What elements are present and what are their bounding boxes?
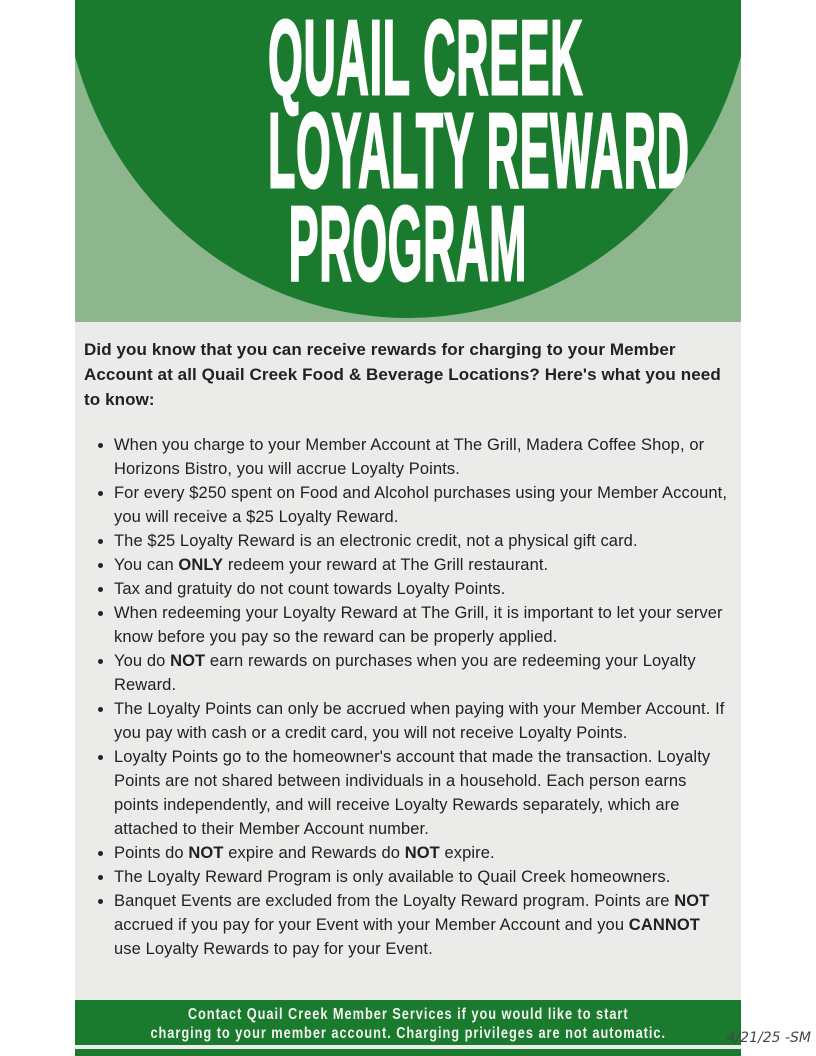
list-item: • The Loyalty Reward Program is only available to Quail Creek homeowners. <box>114 865 729 889</box>
title-line-2: LOYALTY REWARD <box>268 92 690 210</box>
intro-paragraph: Did you know that you can receive rewards for charging to your Member Account at all Quail Creek Food & Beverage Locations? Here's what you need to know: <box>84 340 721 409</box>
list-item: • When you charge to your Member Account at The Grill, Madera Coffee Shop, or Horizons Bistro, you will accrue Loyalty Points. <box>114 433 729 481</box>
footer-line-2: charging to your member account. Charging privileges are not automatic. <box>150 1024 666 1042</box>
title-line-3: PROGRAM <box>288 185 528 303</box>
list-item: • You can ONLY redeem your reward at The Grill restaurant. <box>114 553 729 577</box>
flyer-column <box>75 0 741 1056</box>
list-item: • When redeeming your Loyalty Reward at The Grill, it is important to let your server know before you pay so the reward can be properly applied. <box>114 601 729 649</box>
list-item: • Banquet Events are excluded from the Loyalty Reward program. Points are NOT accrued if you pay for your Event with your Member Account and you CANNOT use Loyalty Rewards to pay for your Event. <box>114 889 729 961</box>
footer-text-block <box>150 1005 666 1043</box>
footer-banner <box>75 1000 741 1045</box>
list-item: • You do NOT earn rewards on purchases when you are redeeming your Loyalty Reward. <box>114 649 729 697</box>
footer-line-1: Contact Quail Creek Member Services if you would like to start <box>187 1005 629 1023</box>
header-banner <box>75 0 741 322</box>
list-item: • The Loyalty Points can only be accrued when paying with your Member Account. If you pay with cash or a credit card, you will not receive Loyalty Points. <box>114 697 729 745</box>
footer-bottom-strip <box>75 1049 741 1056</box>
bullet-list <box>84 433 731 961</box>
body-section <box>75 322 741 1000</box>
title-line-1: QUAIL CREEK <box>268 0 584 117</box>
list-item: • Loyalty Points go to the homeowner's account that made the transaction. Loyalty Points are not shared between individuals in a household. Each person earns points independently, and will receive Loyalty Rewards separately, which are attached to their Member Account number. <box>114 745 729 841</box>
list-item: • For every $250 spent on Food and Alcohol purchases using your Member Account, you will receive a $25 Loyalty Reward. <box>114 481 729 529</box>
list-item: • Points do NOT expire and Rewards do NOT expire. <box>114 841 729 865</box>
page-title <box>268 0 690 303</box>
date-annotation: 4/21/25 -SM <box>726 1030 811 1046</box>
list-item: • The $25 Loyalty Reward is an electronic credit, not a physical gift card. <box>114 529 729 553</box>
list-item: • Tax and gratuity do not count towards Loyalty Points. <box>114 577 729 601</box>
